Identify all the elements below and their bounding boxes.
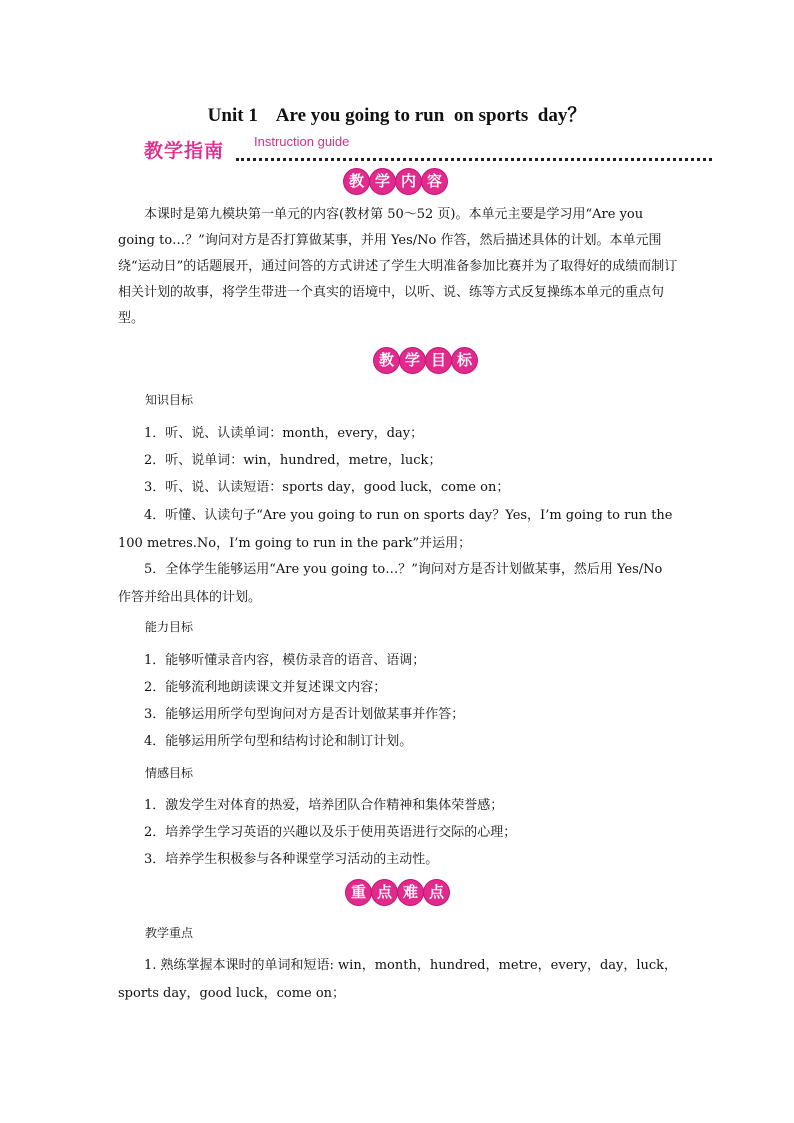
unit-title: Unit 1 Are you going to run on sports day？ [207,105,587,126]
knowledge-item: 3．听、说、认读短语：sports day，good luck，come on； [144,480,510,495]
badge-teaching-content [344,169,447,194]
ability-item: 4．能够运用所学句型和结构讨论和制订计划。 [144,734,413,749]
focus-heading: 教学重点 [145,926,194,940]
badge-char: 标 [452,348,477,373]
ability-item: 1．能够听懂录音内容，模仿录音的语音、语调； [144,653,426,668]
knowledge-item: 2．听、说单词：win，hundred，metre，luck； [144,453,442,468]
emotion-item: 1．激发学生对体育的热爱，培养团队合作精神和集体荣誉感； [144,798,504,813]
emotion-item: 3．培养学生积极参与各种课堂学习活动的主动性。 [144,852,439,867]
badge-char: 目 [426,348,451,373]
focus-item: 1. 熟练掌握本课时的单词和短语: win，month，hundred，metre，every，day，luck，sports day，good luck，come on； [118,958,678,1001]
guide-subtitle: Instruction guide [254,134,350,149]
badge-teaching-goals [374,348,477,373]
badge-char: 学 [400,348,425,373]
emotion-heading: 情感目标 [145,766,194,780]
knowledge-heading: 知识目标 [145,393,194,407]
knowledge-item: 4．听懂、认读句子“Are you going to run on sports day？Yes，I’m going to run the 100 metres.No，I’m going to run in the park”并运用； [118,508,673,551]
intro-paragraph: 本课时是第九模块第一单元的内容(教材第 50～52 页)。本单元主要是学习用“Are you going to…？”询问对方是否打算做某事，并用 Yes/No 作答，然后描述具体的计划。本单元围绕“运动日”的话题展开，通过问答的方式讲述了学生大明准备参加比赛并为了取得好的成绩而制订相关计划的故事，将学生带进一个真实的语境中，以听、说、练等方式反复操练本单元的重点句型。 [118,207,678,326]
knowledge-item: 5．全体学生能够运用“Are you going to…？”询问对方是否计划做某事，然后用 Yes/No 作答并给出具体的计划。 [118,562,663,605]
badge-char: 学 [370,169,395,194]
ability-heading: 能力目标 [145,620,194,634]
instruction-guide-header [144,134,714,164]
badge-char: 重 [346,880,371,905]
badge-char: 教 [374,348,399,373]
badge-char: 内 [396,169,421,194]
badge-char: 难 [398,880,423,905]
badge-char: 点 [372,880,397,905]
ability-item: 2．能够流利地朗读课文并复述课文内容； [144,680,387,695]
guide-title: 教学指南 [144,140,225,162]
ability-item: 3．能够运用所学句型询问对方是否计划做某事并作答； [144,707,465,722]
badge-char: 容 [422,169,447,194]
knowledge-item: 1．听、说、认读单词：month，every，day； [144,426,424,441]
emotion-item: 2．培养学生学习英语的兴趣以及乐于使用英语进行交际的心理； [144,825,517,840]
badge-char: 点 [424,880,449,905]
badge-char: 教 [344,169,369,194]
badge-key-difficult-points [346,880,449,905]
